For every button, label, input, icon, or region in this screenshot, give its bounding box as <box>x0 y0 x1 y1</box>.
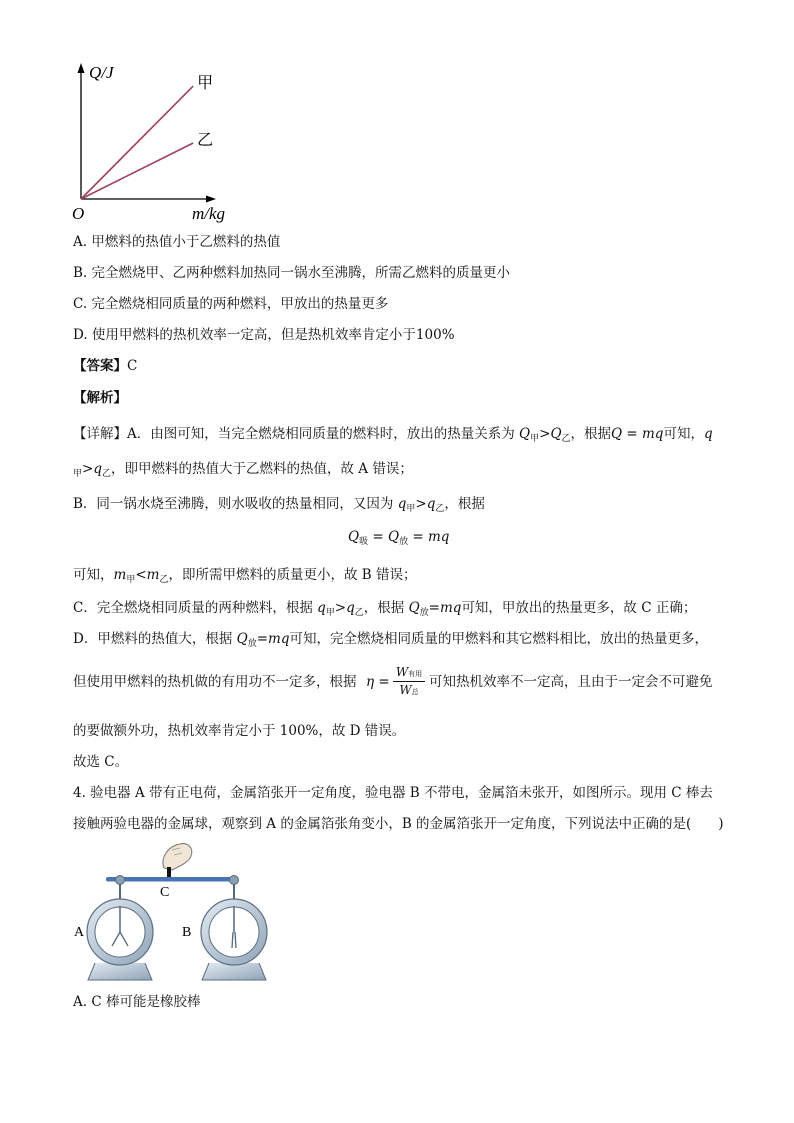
y-axis-arrow <box>78 63 85 73</box>
electroscope-b-ball <box>230 876 239 885</box>
answer-value: C <box>127 358 138 374</box>
x-axis-arrow <box>206 196 216 203</box>
option-b: B. 完全燃烧甲、乙两种燃料加热同一锅水至沸腾，所需乙燃料的质量更小 <box>73 265 511 281</box>
detail-line-9: 故选 C。 <box>73 754 129 770</box>
detail-line-3: B．同一锅水烧至沸腾，则水吸收的热量相同，又因为 $q_甲>q_乙$，根据 <box>73 496 485 514</box>
answer-label: 【答案】 <box>73 358 127 374</box>
series-label-2: 乙 <box>197 131 214 149</box>
y-axis-label: Q/J <box>89 63 114 82</box>
q4-line-2: 接触两验电器的金属球，观察到 A 的金属箔张角变小，B 的金属箔张开一定角度，下列说法中正确的是( ) <box>73 816 724 832</box>
detail-line-8: 的要做额外功，热机效率肯定小于 100%，故 D 错误。 <box>73 723 406 739</box>
electroscope-a-ball <box>116 876 125 885</box>
fraction-denominator: W总 <box>399 683 419 697</box>
detail-line-6: D．甲燃料的热值大，根据 $Q_放=mq$可知，完全燃烧相同质量的甲燃料和其它燃料相比，放出的热量更多， <box>73 631 708 649</box>
option-d: D. 使用甲燃料的热机效率一定高，但是热机效率肯定小于100% <box>73 327 455 343</box>
answer-line <box>73 360 137 374</box>
detail-line-4: 可知，$m_甲<m_乙$，即所需甲燃料的质量更小，故 B 错误； <box>73 567 417 585</box>
series-label-1: 甲 <box>197 75 214 93</box>
option-a: A. 甲燃料的热值小于乙燃料的热值 <box>73 234 281 250</box>
label-c: C <box>160 885 170 900</box>
label-a: A <box>74 925 85 940</box>
detail-line-2: $_甲>q_乙$，即甲燃料的热值大于乙燃料的热值，故 A 错误； <box>73 461 413 479</box>
analysis-label: 【解析】 <box>73 390 127 406</box>
hand-icon <box>163 844 192 881</box>
option-c: C. 完全燃烧相同质量的两种燃料，甲放出的热量更多 <box>73 296 389 312</box>
q-m-chart <box>0 0 794 230</box>
formula-line: $Q_吸 = Q_放$ = mq <box>348 529 450 547</box>
q4-option-a: A. C 棒可能是橡胶棒 <box>73 994 201 1010</box>
label-b: B <box>182 925 192 940</box>
fraction-bar <box>393 681 425 682</box>
rod-c <box>106 877 238 882</box>
detail-line-5: C．完全燃烧相同质量的两种燃料，根据 $q_甲>q_乙$，根据 $Q_放=mq$可知，甲放出的热量更多，故 C 正确； <box>73 600 697 618</box>
series-line-2 <box>81 143 193 199</box>
electroscope-a <box>87 884 153 980</box>
fraction-numerator: W有用 <box>395 665 423 679</box>
q4-line-1: 4. 验电器 A 带有正电荷，金属箔张开一定角度，验电器 B 不带电，金属箔未张开，如图所示。现用 C 棒去 <box>73 785 713 801</box>
origin-label: O <box>72 204 85 223</box>
electroscope-figure <box>68 840 308 990</box>
series-line-1 <box>81 86 193 199</box>
electroscope-b <box>201 884 267 980</box>
detail-line-1: 【详解】A．由图可知，当完全燃烧相同质量的燃料时，放出的热量关系为 $Q_甲>Q_乙$，根据Q = mq可知，q <box>73 426 713 444</box>
x-axis-label: m/kg <box>192 204 226 223</box>
series-layer <box>81 74 213 199</box>
